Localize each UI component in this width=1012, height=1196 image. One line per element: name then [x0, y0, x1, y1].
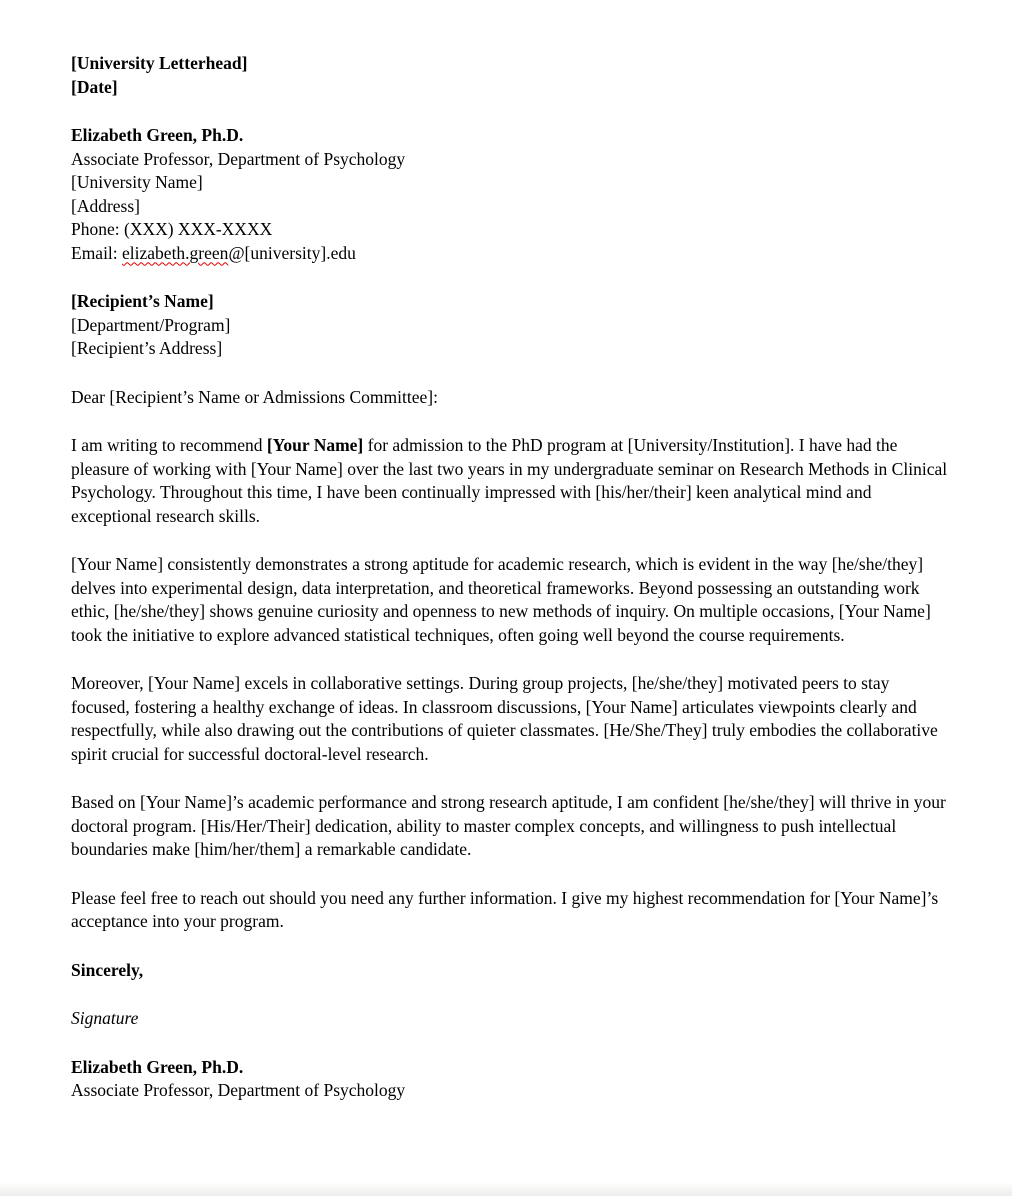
sender-address: [Address]	[71, 195, 141, 216]
sender-block	[71, 124, 948, 265]
sender-university: [University Name]	[71, 172, 203, 192]
paragraph-1-lead: I am writing to recommend	[71, 435, 267, 455]
date-placeholder: [Date]	[71, 76, 118, 97]
sender-phone: Phone: (XXX) XXX-XXXX	[71, 219, 273, 239]
letterhead-placeholder: [University Letterhead]	[71, 53, 248, 73]
sender-title: Associate Professor, Department of Psychology	[71, 148, 406, 169]
salutation: Dear [Recipient’s Name or Admissions Committee]:	[71, 386, 438, 407]
email-label: Email:	[71, 242, 123, 263]
letterhead-block	[71, 52, 948, 99]
recipient-name: [Recipient’s Name]	[71, 291, 214, 311]
body-paragraph-2: [Your Name] consistently demonstrates a strong aptitude for academic research, which is evident in the way [he/she/they] delves into experimental design, data interpretation, and theoretical frameworks. Beyond possessing an outstanding work ethic, [he/she/they] shows genuine curiosity and openness to new methods of inquiry. On multiple occasions, [Your Name] took the initiative to explore advanced statistical techniques, often going well beyond the course requirements.	[71, 554, 931, 645]
signer-name: Elizabeth Green, Ph.D.	[71, 1056, 244, 1077]
paragraph-1-rest: for admission to the PhD program at [University/Institution]. I have had the pleasure of working with [Your Name] over the last two years in my undergraduate seminar on Research Methods in Clinical Psychology. Throughout this time, I have been continually impressed with [his/her/their] keen analytical mind and exceptional research skills.	[71, 435, 948, 526]
body-paragraph-1	[71, 434, 948, 528]
body-paragraph-5: Please feel free to reach out should you need any further information. I give my highest recommendation for [Your Name]’s acceptance into your program.	[71, 887, 939, 931]
email-domain: @[university].edu	[228, 242, 356, 263]
signature-placeholder: Signature	[71, 1008, 139, 1028]
closing-sincerely: Sincerely,	[71, 959, 144, 980]
your-name-placeholder-bold: [Your Name]	[266, 435, 364, 455]
recipient-address: [Recipient’s Address]	[71, 338, 223, 358]
page-bottom-edge	[0, 1182, 1012, 1196]
body-paragraph-3: Moreover, [Your Name] excels in collaborative settings. During group projects, [he/she/they] motivated peers to stay focused, fostering a healthy exchange of ideas. In classroom discussions, [Your Name] articulates viewpoints clearly and respectfully, while also drawing out the contributions of quieter classmates. [He/She/They] truly embodies the collaborative spirit crucial for successful doctoral-level research.	[71, 673, 938, 764]
signer-block	[71, 1056, 948, 1103]
sender-email-line	[71, 242, 948, 266]
recipient-block	[71, 290, 948, 361]
sender-name: Elizabeth Green, Ph.D.	[71, 125, 244, 145]
signer-title: Associate Professor, Department of Psychology	[71, 1080, 406, 1100]
email-user-misspelled: elizabeth.green	[122, 242, 229, 263]
recipient-department: [Department/Program]	[71, 314, 231, 335]
body-paragraph-4: Based on [Your Name]’s academic performance and strong research aptitude, I am confident [he/she/they] will thrive in your doctoral program. [His/Her/Their] dedication, ability to master complex concepts, and willingness to push intellectual boundaries make [him/her/them] a remarkable candidate.	[71, 792, 946, 859]
